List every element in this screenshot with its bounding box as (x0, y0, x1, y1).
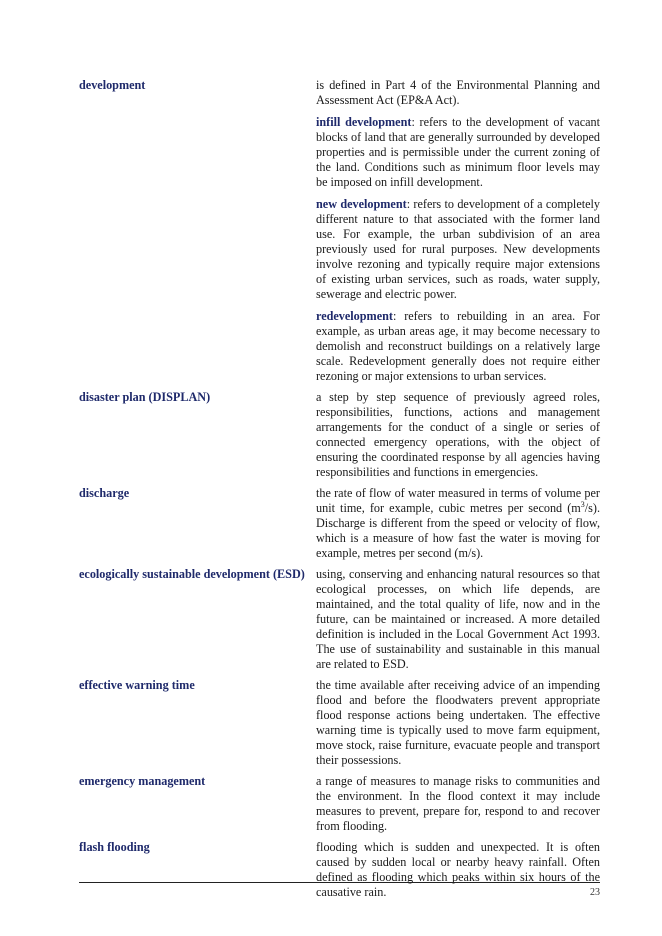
glossary-entry (0, 486, 662, 561)
definition-paragraph (316, 309, 600, 384)
definition-text: is defined in Part 4 of the Environmental Planning and Assessment Act (EP&A Act). (316, 78, 600, 107)
glossary-entry (0, 774, 662, 834)
glossary-definition (316, 840, 600, 900)
definition-text: a range of measures to manage risks to communities and the environment. In the flood context it may include measures to prevent, prepare for, respond to and recover from flooding. (316, 774, 600, 833)
definition-text: : refers to rebuilding in an area. For example, as urban areas age, it may become necessary to demolish and reconstruct buildings on a relatively large scale. Redevelopment generally does not require either rezoning or major extensions to urban services. (316, 309, 600, 383)
glossary-term: development (79, 78, 146, 92)
footer-rule (79, 882, 600, 883)
glossary-definition (316, 390, 600, 480)
subterm: new development (316, 197, 407, 211)
definition-paragraph (316, 774, 600, 834)
glossary-definition (316, 678, 600, 768)
definition-paragraph (316, 115, 600, 190)
definition-text: a step by step sequence of previously agreed roles, responsibilities, functions, actions and management arrangements for the conduct of a single or series of connected emergency operations, with the object of ensuring the coordinated response by all agencies having responsibilities and functions in emergencies. (316, 390, 600, 479)
definition-paragraph (316, 78, 600, 108)
definition-text: /s). Discharge is different from the speed or velocity of flow, which is a measure of how fast the water is moving for example, metres per second (m/s). (316, 501, 600, 560)
glossary-entry (0, 678, 662, 768)
glossary-definition (316, 567, 600, 672)
definition-paragraph (316, 390, 600, 480)
definition-text: : refers to development of a completely different nature to that associated with the former land use. For example, the urban subdivision of an area previously used for rural purposes. New developments involve rezoning and typically require major extensions of existing urban services, such as roads, water supply, sewerage and electric power. (316, 197, 600, 301)
glossary-entry (0, 78, 662, 384)
subterm: redevelopment (316, 309, 393, 323)
glossary-term: discharge (79, 486, 130, 500)
glossary-term: emergency management (79, 774, 206, 788)
glossary-definition (316, 78, 600, 384)
glossary-term: disaster plan (DISPLAN) (79, 390, 211, 404)
glossary-definition (316, 774, 600, 834)
definition-paragraph (316, 567, 600, 672)
definition-text: flooding which is sudden and unexpected. It is often caused by sudden local or nearby heavy rainfall. Often defined as flooding which peaks within six hours of the causative rain. (316, 840, 600, 899)
superscript: 3 (580, 499, 585, 509)
page-number: 23 (590, 887, 600, 898)
glossary-entry (0, 390, 662, 480)
definition-paragraph (316, 840, 600, 900)
glossary (0, 78, 662, 906)
subterm: infill development (316, 115, 412, 129)
glossary-entry (0, 567, 662, 672)
definition-text: the time available after receiving advice of an impending flood and before the floodwaters prevent appropriate flood response actions being undertaken. The effective warning time is typically used to move farm equipment, move stock, raise furniture, evacuate people and transport their possessions. (316, 678, 600, 767)
glossary-term: flash flooding (79, 840, 150, 854)
definition-text: using, conserving and enhancing natural resources so that ecological processes, on which life depends, are maintained, and the total quality of life, now and in the future, can be maintained or increased. A more detailed definition is included in the Local Government Act 1993. The use of sustainability and sustainable in this manual are related to ESD. (316, 567, 600, 671)
definition-paragraph (316, 197, 600, 302)
glossary-term: ecologically sustainable development (ESD) (79, 567, 305, 581)
definition-text: : refers to the development of vacant blocks of land that are generally surrounded by developed properties and is permissible under the current zoning of the land. Conditions such as minimum floor levels may be imposed on infill development. (316, 115, 600, 189)
glossary-term: effective warning time (79, 678, 195, 692)
definition-paragraph (316, 486, 600, 561)
definition-paragraph (316, 678, 600, 768)
glossary-definition (316, 486, 600, 561)
definition-text: the rate of flow of water measured in terms of volume per unit time, for example, cubic metres per second (m (316, 486, 600, 515)
